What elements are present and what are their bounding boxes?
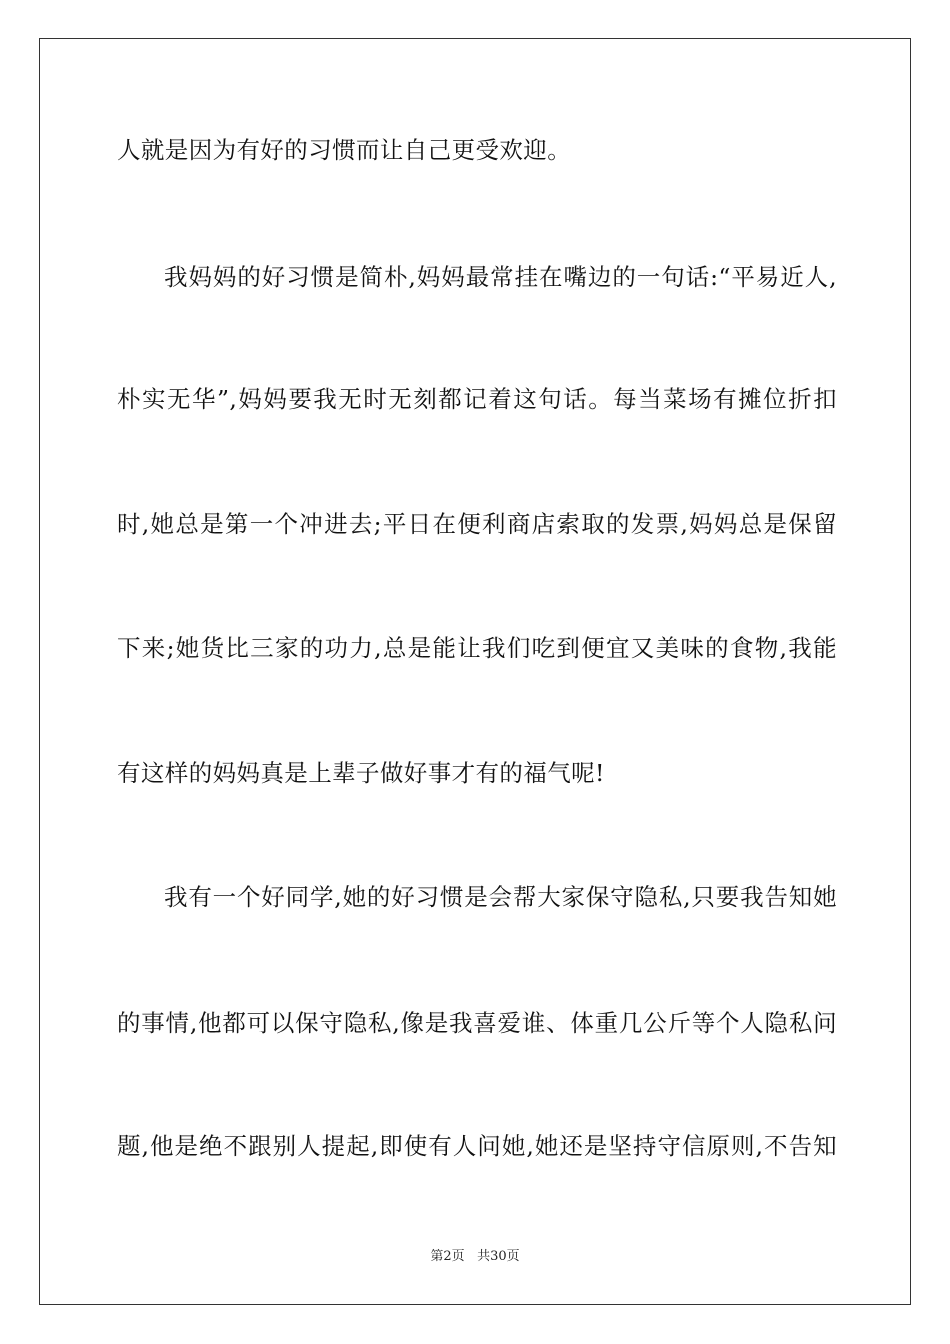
- text-line-9: 题,他是绝不跟别人提起,即使有人问她,她还是坚持守信原则,不告知: [117, 1132, 837, 1160]
- page-total: 共30页: [477, 1249, 520, 1264]
- text-line-7: 我有一个好同学,她的好习惯是会帮大家保守隐私,只要我告知她: [164, 883, 837, 911]
- page-footer: [0, 1248, 950, 1266]
- text-line-4: 时,她总是第一个冲进去;平日在便利商店索取的发票,妈妈总是保留: [117, 510, 837, 538]
- text-line-2: 我妈妈的好习惯是简朴,妈妈最常挂在嘴边的一句话:“平易近人,: [164, 263, 837, 291]
- text-line-5: 下来;她货比三家的功力,总是能让我们吃到便宜又美味的食物,我能: [117, 634, 837, 662]
- text-line-6: 有这样的妈妈真是上辈子做好事才有的福气呢!: [117, 759, 605, 787]
- text-line-8: 的事情,他都可以保守隐私,像是我喜爱谁、体重几公斤等个人隐私问: [117, 1009, 837, 1037]
- text-line-1: 人就是因为有好的习惯而让自己更受欢迎。: [117, 136, 572, 164]
- page-number: 第2页: [430, 1249, 465, 1264]
- text-line-3: 朴实无华”,妈妈要我无时无刻都记着这句话。每当菜场有摊位折扣: [117, 385, 837, 413]
- page-frame: [39, 38, 911, 1305]
